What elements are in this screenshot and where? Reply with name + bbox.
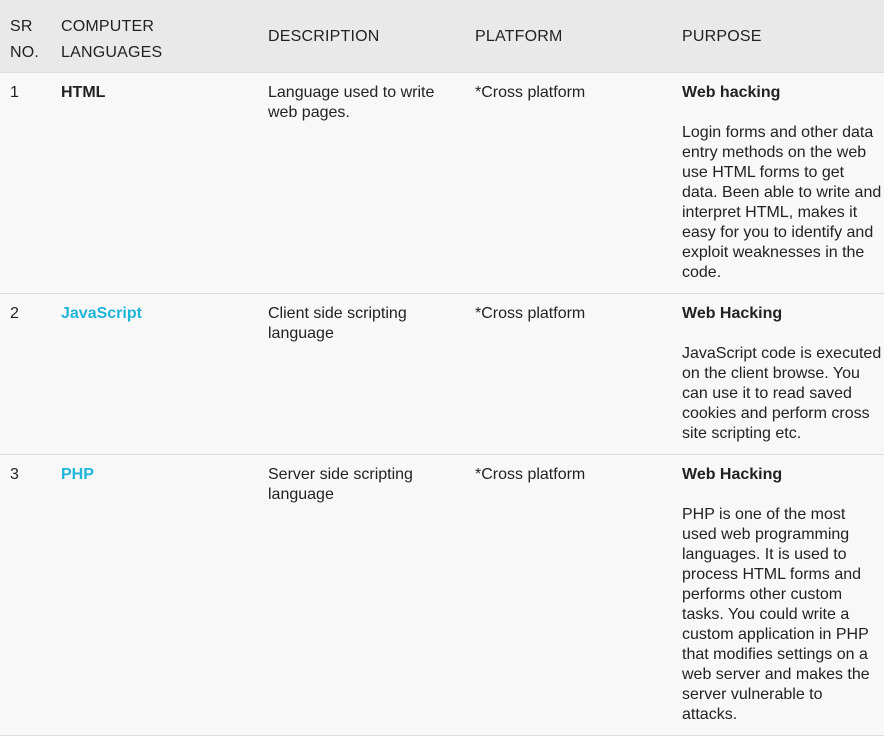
purpose-title: Web Hacking <box>682 304 783 322</box>
cell-purpose <box>672 72 884 293</box>
platform-text: *Cross platform <box>475 465 586 483</box>
header-platform-label: PLATFORM <box>475 28 563 45</box>
purpose-text: JavaScript code is executed on the client browse. You can use it to read saved cookies and perform cross site scripting etc. <box>682 344 882 442</box>
cell-language <box>51 293 258 454</box>
cell-purpose <box>672 454 884 735</box>
table-row <box>0 293 884 454</box>
purpose-title: Web Hacking <box>682 465 783 483</box>
header-computer-languages <box>51 0 258 72</box>
language-link-php[interactable]: PHP <box>61 465 94 483</box>
sr-number: 1 <box>10 83 19 101</box>
platform-text: *Cross platform <box>475 83 586 101</box>
header-description-label: DESCRIPTION <box>268 28 380 45</box>
language-link-javascript[interactable]: JavaScript <box>61 304 142 322</box>
cell-language <box>51 72 258 293</box>
header-purpose <box>672 0 884 72</box>
table-header-row <box>0 0 884 72</box>
table-row <box>0 72 884 293</box>
description-text: Client side scripting language <box>268 304 407 342</box>
purpose-text: Login forms and other data entry methods on the web use HTML forms to get data. Been able to write and interpret HTML, makes it easy for you to identify and exploit weaknesses in the code. <box>682 123 882 281</box>
language-name-html: HTML <box>61 83 106 101</box>
cell-platform <box>465 454 672 735</box>
cell-platform <box>465 293 672 454</box>
cell-description <box>258 454 465 735</box>
cell-description <box>258 293 465 454</box>
purpose-text: PHP is one of the most used web programming languages. It is used to process HTML forms and performs other custom tasks. You could write a custom application in PHP that modifies settings on a web server and makes the server vulnerable to attacks. <box>682 505 870 723</box>
cell-platform <box>465 72 672 293</box>
cell-description <box>258 72 465 293</box>
header-purpose-label: PURPOSE <box>682 28 762 45</box>
description-text: Language used to write web pages. <box>268 83 435 121</box>
header-computer-languages-label: COMPUTER LANGUAGES <box>61 18 163 61</box>
table-row <box>0 454 884 735</box>
header-sr-no-label: SR NO. <box>10 18 40 61</box>
header-description <box>258 0 465 72</box>
header-platform <box>465 0 672 72</box>
cell-language <box>51 454 258 735</box>
purpose-title: Web hacking <box>682 83 781 101</box>
sr-number: 3 <box>10 465 19 483</box>
description-text: Server side scripting language <box>268 465 413 503</box>
sr-number: 2 <box>10 304 19 322</box>
cell-sr <box>0 454 51 735</box>
cell-purpose <box>672 293 884 454</box>
cell-sr <box>0 293 51 454</box>
platform-text: *Cross platform <box>475 304 586 322</box>
cell-sr <box>0 72 51 293</box>
header-sr-no <box>0 0 51 72</box>
